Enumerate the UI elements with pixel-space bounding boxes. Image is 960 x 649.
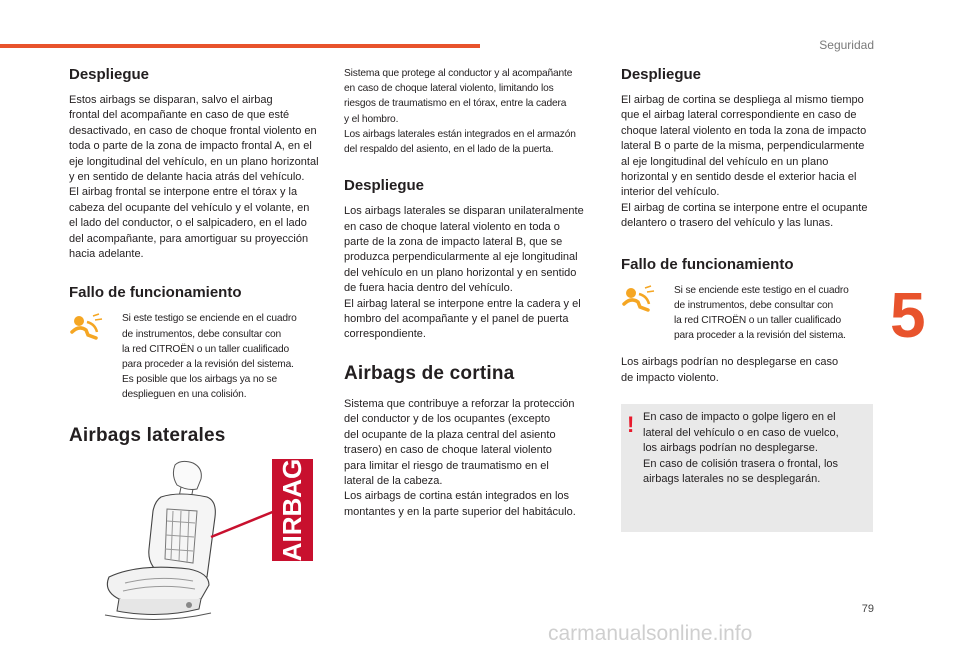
alert-icon: ! [627, 412, 635, 438]
text-line: En caso de impacto o golpe ligero en el [643, 411, 836, 424]
text-line: del respaldo del asiento, en el lado de la puerta. [344, 144, 554, 156]
text-line: riesgos de traumatismo en el tórax, entre la cadera [344, 98, 567, 110]
text-line: al eje longitudinal del vehículo en un plano [621, 155, 829, 168]
text-line: desplieguen en una colisión. [122, 389, 247, 401]
curtain-airbags-heading: Airbags de cortina [344, 362, 515, 384]
deploy-heading: Despliegue [69, 66, 150, 83]
section-name: Seguridad [819, 38, 874, 52]
text-line: de instrumentos, debe consultar con [674, 299, 833, 311]
deploy-text [621, 93, 877, 232]
malfunction-text [674, 283, 849, 344]
airbag-warning-light-icon [69, 313, 103, 343]
left-column [69, 66, 325, 627]
text-line: Los airbags de cortina están integrados en los [344, 490, 570, 503]
right-column [621, 66, 877, 532]
text-line: airbags laterales no se desplegarán. [643, 472, 821, 485]
text-line: Es posible que los airbags ya no se [122, 374, 278, 386]
text-line: cabeza del ocupante del vehículo y el volante, en [69, 201, 310, 214]
text-line: los airbags podrían no desplegarse. [643, 442, 818, 455]
text-line: montantes y en la parte superior del habitáculo. [344, 505, 576, 518]
malfunction-heading: Fallo de funcionamiento [621, 255, 794, 273]
notice-box [621, 404, 873, 532]
text-line: Sistema que contribuye a reforzar la protección [344, 397, 575, 410]
text-line: delantero o trasero del vehículo y las lunas. [621, 217, 834, 230]
text-line: lateral del vehículo o en caso de vuelco, [643, 426, 839, 439]
text-line: la red CITROËN o un taller cualificado [674, 315, 841, 327]
text-line: correspondiente. [344, 328, 426, 341]
text-line: choque lateral violento en toda la zona de impacto [621, 124, 867, 137]
text-line: En caso de colisión trasera o frontal, los [643, 457, 839, 470]
text-line: Si se enciende este testigo en el cuadro [674, 284, 849, 296]
text-line: del vehículo en un plano horizontal y en sentido [344, 266, 577, 279]
deploy-heading: Despliegue [344, 177, 425, 195]
watermark: carmanualsonline.info [548, 622, 753, 645]
text-line: produzca perpendicularmente al eje longitudinal [344, 251, 578, 264]
text-line: hacia adelante. [69, 248, 144, 261]
malfunction-warning [621, 283, 877, 344]
side-airbag-intro [344, 66, 602, 157]
text-line: en caso de choque lateral violento, limitando los [344, 83, 554, 95]
deploy-heading: Despliegue [621, 66, 702, 83]
text-line: El airbag de cortina se despliega al mismo tiempo [621, 94, 864, 106]
no-deploy-text [621, 355, 877, 386]
text-line: Los airbags laterales están integrados en el armazón [344, 128, 576, 140]
airbag-label: AIRBAG [277, 458, 307, 561]
airbag-warning-light-icon [621, 285, 655, 315]
text-line: parte de la zona de impacto lateral B, que se [344, 236, 563, 249]
text-line: para proceder a la revisión del sistema. [674, 330, 846, 342]
text-line: que el airbag lateral correspondiente en caso de [621, 109, 857, 122]
text-line: interior del vehículo. [621, 186, 720, 199]
text-line: desactivado, en caso de choque frontal violento en [69, 124, 317, 137]
text-line: Los airbags laterales se disparan unilateralmente [344, 205, 584, 218]
text-line: de instrumentos, debe consultar con [122, 328, 281, 340]
curtain-text [344, 397, 602, 520]
deploy-text [344, 204, 602, 343]
seat-diagram [69, 459, 325, 627]
page-number: 79 [861, 603, 874, 615]
malfunction-warning [69, 311, 325, 402]
text-line: hombro del acompañante y el panel de puerta [344, 313, 569, 326]
malfunction-heading: Fallo de funcionamiento [69, 284, 242, 302]
text-line: del acompañante, para amortiguar su proyección [69, 232, 309, 245]
text-line: y en sentido de delante hacia atrás del vehículo. [69, 171, 305, 184]
notice-text [643, 410, 865, 487]
header-accent-bar [0, 44, 480, 48]
text-line: de fuera hacia dentro del vehículo. [344, 282, 513, 295]
text-line: del conductor y de los ocupantes (excepto [344, 413, 551, 426]
text-line: para limitar el riesgo de traumatismo en el [344, 459, 549, 472]
text-line: trasero) en caso de choque lateral violento [344, 444, 552, 457]
text-line: el lado del conductor, o el salpicadero, en el lado [69, 217, 307, 230]
text-line: Estos airbags se disparan, salvo el airbag [69, 94, 273, 106]
middle-column [344, 66, 602, 520]
malfunction-text [122, 311, 297, 402]
text-line: eje longitudinal del vehículo, en un plano horizontal [69, 155, 319, 168]
deploy-text [69, 93, 325, 262]
text-line: para proceder a la revisión del sistema. [122, 359, 294, 371]
side-airbags-heading: Airbags laterales [69, 424, 226, 446]
text-line: toda o parte de la zona de impacto frontal A, en el [69, 140, 312, 153]
text-line: del ocupante de la plaza central del asiento [344, 428, 556, 441]
chapter-number: 5 [890, 279, 926, 351]
text-line: El airbag lateral se interpone entre la cadera y el [344, 297, 581, 310]
text-line: la red CITROËN o un taller cualificado [122, 343, 289, 355]
text-line: Si este testigo se enciende en el cuadro [122, 313, 297, 325]
seat-illustration [69, 459, 325, 627]
text-line: frontal del acompañante en caso de que esté [69, 109, 290, 122]
text-line: y el hombro. [344, 113, 399, 125]
text-line: lateral B o parte de la misma, perpendicularmente [621, 140, 865, 153]
text-line: Sistema que protege al conductor y al acompañante [344, 68, 573, 79]
text-line: lateral de la cabeza. [344, 474, 443, 487]
text-line: El airbag de cortina se interpone entre el ocupante [621, 201, 868, 214]
text-line: El airbag frontal se interpone entre el tórax y la [69, 186, 298, 199]
text-line: horizontal y en sentido desde el exterior hacia el [621, 171, 857, 184]
text-line: Los airbags podrían no desplegarse en caso [621, 356, 839, 369]
text-line: en caso de choque lateral violento en toda o [344, 220, 560, 233]
text-line: de impacto violento. [621, 371, 719, 384]
